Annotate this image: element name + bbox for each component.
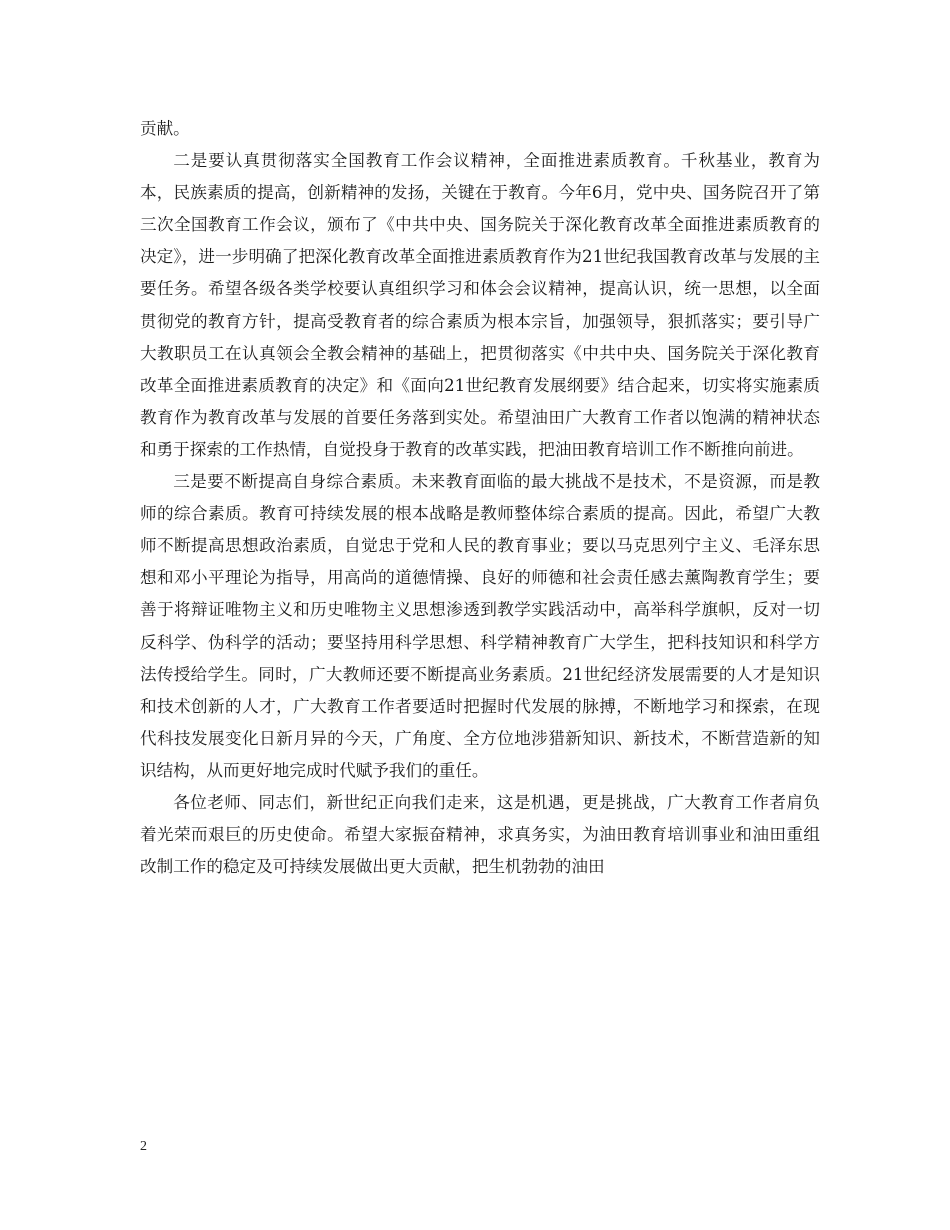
paragraph-2: 二是要认真贯彻落实全国教育工作会议精神，全面推进素质教育。千秋基业，教育为本，民族素质的提高，创新精神的发扬，关键在于教育。今年6月，党中央、国务院召开了第三次全国教育工作会议，颁布了《中共中央、国务院关于深化教育改革全面推进素质教育的决定》，进一步明确了把深化教育改革全面推进素质教育作为21世纪我国教育改革与发展的主要任务。希望各级各类学校要认真组织学习和体会会议精神，提高认识，统一思想，以全面贯彻党的教育方针，提高受教育者的综合素质为根本宗旨，加强领导，狠抓落实；要引导广大教职员工在认真领会全教会精神的基础上，把贯彻落实《中共中央、国务院关于深化教育改革全面推进素质教育的决定》和《面向21世纪教育发展纲要》结合起来，切实将实施素质教育作为教育改革与发展的首要任务落到实处。希望油田广大教育工作者以饱满的精神状态和勇于探索的工作热情，自觉投身于教育的改革实践，把油田教育培训工作不断推向前进。 [140,151,820,459]
paragraph-4: 各位老师、同志们，新世纪正向我们走来，这是机遇，更是挑战，广大教育工作者肩负着光荣而艰巨的历史使命。希望大家振奋精神，求真务实，为油田教育培训事业和油田重组改制工作的稳定及可持续发展做出更大贡献，把生机勃勃的油田 [140,792,820,877]
paragraph-1: 贡献。 [140,119,190,138]
document-body [140,113,820,883]
page-number: 2 [140,1139,147,1154]
paragraph-3: 三是要不断提高自身综合素质。未来教育面临的最大挑战不是技术，不是资源，而是教师的综合素质。教育可持续发展的根本战略是教师整体综合素质的提高。因此，希望广大教师不断提高思想政治素质，自觉忠于党和人民的教育事业；要以马克思列宁主义、毛泽东思想和邓小平理论为指导，用高尚的道德情操、良好的师德和社会责任感去薰陶教育学生；要善于将辩证唯物主义和历史唯物主义思想渗透到教学实践活动中，高举科学旗帜，反对一切反科学、伪科学的活动；要坚持用科学思想、科学精神教育广大学生，把科技知识和科学方法传授给学生。同时，广大教师还要不断提高业务素质。21世纪经济发展需要的人才是知识和技术创新的人才，广大教育工作者要适时把握时代发展的脉搏，不断地学习和探索，在现代科技发展变化日新月异的今天，广角度、全方位地涉猎新知识、新技术，不断营造新的知识结构，从而更好地完成时代赋予我们的重任。 [140,472,820,780]
